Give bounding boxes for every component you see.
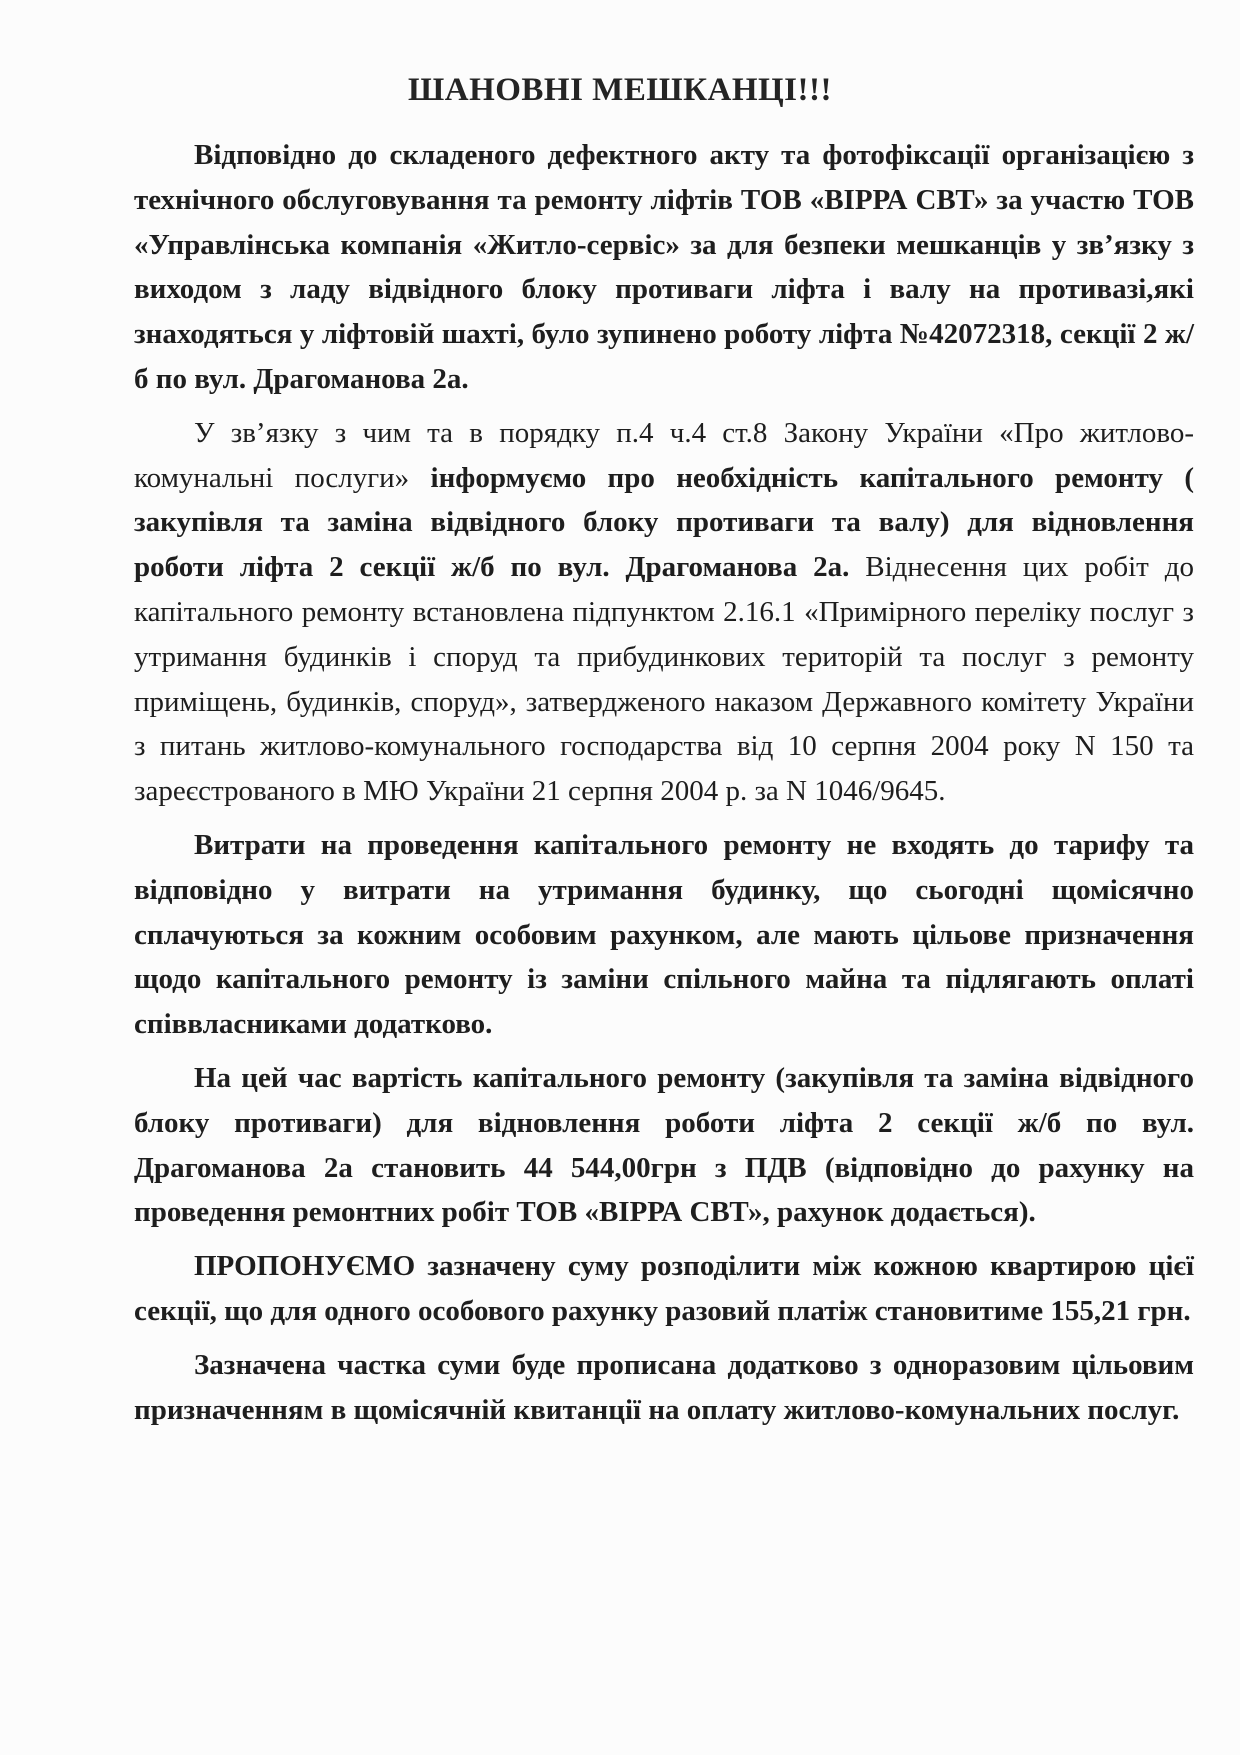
paragraph-costs: Витрати на проведення капітального ремонту не входять до тарифу та відповідно у витрати на утримання будинку, що сьогодні щомісячно сплачуються за кожним особовим рахунком, але мають цільове призначення щодо капітального ремонту із заміни спільного майна та підлягають оплаті співвласниками додатково. (134, 828, 1194, 1041)
paragraph-legal-basis (134, 411, 1194, 814)
paragraph-defect-notice: Відповідно до складеного дефектного акту та фотофіксації організацією з технічного обслуговування та ремонту ліфтів ТОВ «ВІРРА СВТ» за участю ТОВ «Управлінська компанія «Житло-сервіс» за для безпеки мешканців у зв’язку з виходом з ладу відвідного блоку противаги ліфта і валу на противазі,які знаходяться у ліфтовій шахті, було зупинено роботу ліфта №42072318, секції 2 ж/б по вул. Драгоманова 2а. (134, 139, 1194, 395)
paragraph-legal-basis-intro: У зв’язку з чим та в порядку п.4 ч.4 ст.8 Закону України «Про житлово-комунальні послуги» (134, 416, 1194, 494)
document-body (134, 133, 1194, 1432)
paragraph-legal-basis-reference: Віднесення цих робіт до капітального ремонту встановлена підпунктом 2.16.1 «Примірного переліку послуг з утримання будинків і споруд та прибудинкових територій та послуг з ремонту приміщень, будинків, споруд», затвердженого наказом Державного комітету України з питань житлово-комунального господарства від 10 серпня 2004 року N 150 та зареєстрованого в МЮ України 21 серпня 2004 р. за N 1046/9645. (134, 551, 1194, 808)
paragraph-billing-note: Зазначена частка суми буде прописана додатково з одноразовим цільовим призначенням в щомісячній квитанції на оплату житлово-комунальних послуг. (134, 1348, 1194, 1426)
paragraph-repair-price: На цей час вартість капітального ремонту (закупівля та заміна відвідного блоку противаги) для відновлення роботи ліфта 2 секції ж/б по вул. Драгоманова 2а становить 44 544,00грн з ПДВ (відповідно до рахунку на проведення ремонтних робіт ТОВ «ВІРРА СВТ», рахунок додається). (134, 1061, 1194, 1229)
paragraph-proposal: ПРОПОНУЄМО зазначену суму розподілити між кожною квартирою цієї секції, що для одного особового рахунку разовий платіж становитиме 155,21 грн. (134, 1250, 1194, 1327)
document-title: ШАНОВНІ МЕШКАНЦІ!!! (408, 72, 832, 108)
paragraph-legal-basis-notice: інформуємо про необхідність капітального ремонту ( закупівля та заміна відвідного блоку противаги та валу) для відновлення роботи ліфта 2 секції ж/б по вул. Драгоманова 2а. (134, 461, 1194, 584)
